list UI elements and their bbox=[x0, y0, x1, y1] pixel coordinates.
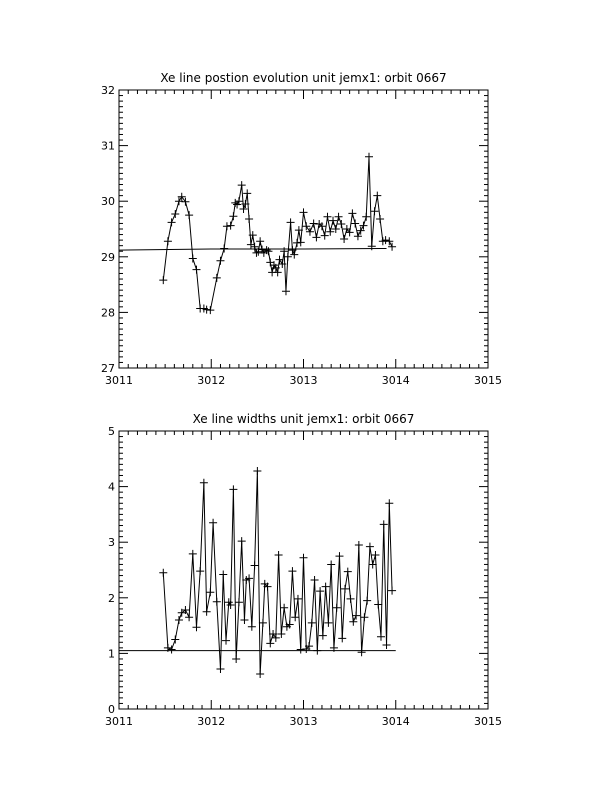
position-data-point bbox=[185, 211, 193, 219]
position-data-point bbox=[300, 208, 308, 216]
position-data-point bbox=[337, 220, 345, 228]
position-data-point bbox=[371, 207, 379, 215]
width-data-point bbox=[266, 639, 274, 647]
width-data-point bbox=[203, 608, 211, 616]
width-data-point bbox=[171, 636, 179, 644]
position-data-point bbox=[373, 192, 381, 200]
width-y-tick-label: 0 bbox=[108, 703, 115, 716]
width-data-point bbox=[380, 520, 388, 528]
width-data-point bbox=[206, 588, 214, 596]
width-data-point bbox=[338, 634, 346, 642]
width-data-point bbox=[344, 568, 352, 576]
width-data-point bbox=[371, 551, 379, 559]
position-plot-panel bbox=[101, 71, 502, 387]
width-data-point bbox=[200, 479, 208, 487]
position-data-point bbox=[256, 237, 264, 245]
position-data-point bbox=[164, 237, 172, 245]
position-data-point bbox=[213, 274, 221, 282]
position-data-point bbox=[251, 243, 259, 251]
width-data-point bbox=[316, 587, 324, 595]
width-y-tick-label: 3 bbox=[108, 536, 115, 550]
width-y-tick-label: 1 bbox=[108, 647, 115, 661]
width-data-point bbox=[275, 551, 283, 559]
width-data-point bbox=[313, 647, 321, 655]
width-data-point bbox=[388, 587, 396, 595]
width-data-point bbox=[280, 604, 288, 612]
position-data-point bbox=[240, 205, 248, 213]
width-data-point bbox=[235, 598, 243, 606]
position-data-point bbox=[340, 235, 348, 243]
width-y-tick-label: 2 bbox=[108, 591, 115, 605]
width-data-point bbox=[229, 485, 237, 493]
position-data-point bbox=[274, 268, 282, 276]
width-data-point bbox=[319, 632, 327, 640]
position-data-point bbox=[223, 222, 231, 230]
width-data-point bbox=[311, 576, 319, 584]
width-data-point bbox=[251, 562, 259, 570]
position-data-point bbox=[171, 210, 179, 218]
width-data-point bbox=[341, 585, 349, 593]
width-data-point bbox=[259, 619, 267, 627]
width-data-point bbox=[189, 550, 197, 558]
position-y-tick-label: 29 bbox=[101, 250, 115, 264]
position-x-tick-label: 3015 bbox=[474, 374, 502, 387]
width-data-point bbox=[168, 646, 176, 654]
width-data-point bbox=[322, 583, 330, 591]
position-data-point bbox=[159, 276, 167, 284]
position-data-point bbox=[335, 213, 343, 221]
width-data-point bbox=[240, 616, 248, 624]
width-data-point bbox=[385, 499, 393, 507]
width-data-point bbox=[374, 600, 382, 608]
width-x-tick-label: 3015 bbox=[474, 715, 502, 728]
position-data-point bbox=[192, 266, 200, 274]
width-data-point bbox=[355, 541, 363, 549]
width-data-point bbox=[219, 570, 227, 578]
width-data-point bbox=[238, 537, 246, 545]
position-data-point bbox=[243, 189, 251, 197]
width-data-point bbox=[360, 613, 368, 621]
position-plot-title: Xe line postion evolution unit jemx1: orbit 0667 bbox=[160, 71, 447, 85]
width-data-point bbox=[300, 554, 308, 562]
position-data-point bbox=[252, 249, 260, 257]
position-data-point bbox=[181, 198, 189, 206]
position-x-tick-label: 3012 bbox=[197, 374, 226, 387]
position-data-point bbox=[323, 213, 331, 221]
position-data-point bbox=[287, 218, 295, 226]
position-y-tick-label: 31 bbox=[101, 139, 115, 153]
position-data-point bbox=[168, 218, 176, 226]
width-data-point bbox=[256, 670, 264, 678]
width-data-point bbox=[213, 598, 221, 606]
width-data-point bbox=[327, 560, 335, 568]
position-data-point bbox=[229, 212, 237, 220]
width-data-point bbox=[335, 552, 343, 560]
position-x-tick-label: 3014 bbox=[381, 374, 410, 387]
position-x-tick-label: 3011 bbox=[105, 374, 133, 387]
width-data-point bbox=[209, 519, 217, 527]
position-data-point bbox=[293, 239, 301, 247]
width-data-point bbox=[196, 567, 204, 575]
width-plot-panel bbox=[105, 412, 502, 728]
width-data-point bbox=[175, 616, 183, 624]
position-data-point bbox=[312, 233, 320, 241]
width-x-tick-label: 3013 bbox=[289, 715, 318, 728]
position-plot-frame bbox=[119, 90, 488, 368]
position-data-point bbox=[189, 254, 197, 262]
position-data-point bbox=[310, 219, 318, 227]
width-data-point bbox=[253, 467, 261, 475]
position-data-point bbox=[231, 199, 239, 207]
width-data-point bbox=[363, 597, 371, 605]
width-data-point bbox=[377, 633, 385, 641]
width-data-point bbox=[347, 595, 355, 603]
width-x-tick-label: 3012 bbox=[197, 715, 226, 728]
width-data-point bbox=[222, 637, 230, 645]
width-data-point bbox=[159, 569, 167, 577]
position-data-point bbox=[306, 228, 314, 236]
position-data-point bbox=[302, 222, 310, 230]
width-data-point bbox=[216, 665, 224, 673]
position-data-point bbox=[220, 244, 228, 252]
position-data-point bbox=[290, 251, 298, 259]
position-data-point bbox=[329, 217, 337, 225]
position-data-point bbox=[282, 287, 290, 295]
position-y-tick-label: 32 bbox=[101, 84, 115, 97]
width-data-point bbox=[232, 655, 240, 663]
position-data-point bbox=[351, 219, 359, 227]
width-data-point bbox=[277, 630, 285, 638]
width-data-point bbox=[192, 623, 200, 631]
position-data-point bbox=[288, 246, 296, 254]
position-data-point bbox=[321, 232, 329, 240]
width-data-point bbox=[308, 619, 316, 627]
width-x-tick-label: 3011 bbox=[105, 715, 133, 728]
width-data-point bbox=[366, 543, 374, 551]
width-y-tick-label: 4 bbox=[108, 480, 115, 494]
width-data-point bbox=[358, 648, 366, 656]
width-data-point bbox=[185, 613, 193, 621]
position-y-tick-label: 30 bbox=[101, 195, 115, 209]
position-data-point bbox=[227, 222, 235, 230]
width-data-point bbox=[383, 641, 391, 649]
position-reference-line bbox=[119, 248, 387, 250]
width-data-point bbox=[294, 595, 302, 603]
width-data-point bbox=[248, 623, 256, 631]
position-data-point bbox=[238, 181, 246, 189]
position-data-point bbox=[348, 209, 356, 217]
width-data-point bbox=[288, 567, 296, 575]
width-data-point bbox=[324, 619, 332, 627]
position-data-point bbox=[206, 306, 214, 314]
width-data-point bbox=[297, 646, 305, 654]
width-x-tick-label: 3014 bbox=[381, 715, 410, 728]
width-plot-title: Xe line widths unit jemx1: orbit 0667 bbox=[192, 412, 415, 426]
position-data-point bbox=[376, 215, 384, 223]
position-data-point bbox=[264, 247, 272, 255]
position-x-tick-label: 3013 bbox=[289, 374, 318, 387]
position-data-point bbox=[280, 247, 288, 255]
width-y-tick-label: 5 bbox=[108, 425, 115, 438]
width-data-point bbox=[291, 613, 299, 621]
position-data-point bbox=[365, 153, 373, 161]
width-data-point bbox=[333, 604, 341, 612]
width-series-line bbox=[163, 471, 392, 674]
position-data-point bbox=[216, 257, 224, 265]
position-data-point bbox=[245, 215, 253, 223]
position-y-tick-label: 27 bbox=[101, 362, 115, 375]
position-y-tick-label: 28 bbox=[101, 306, 115, 320]
position-data-point bbox=[362, 213, 370, 221]
position-data-point bbox=[284, 253, 292, 261]
